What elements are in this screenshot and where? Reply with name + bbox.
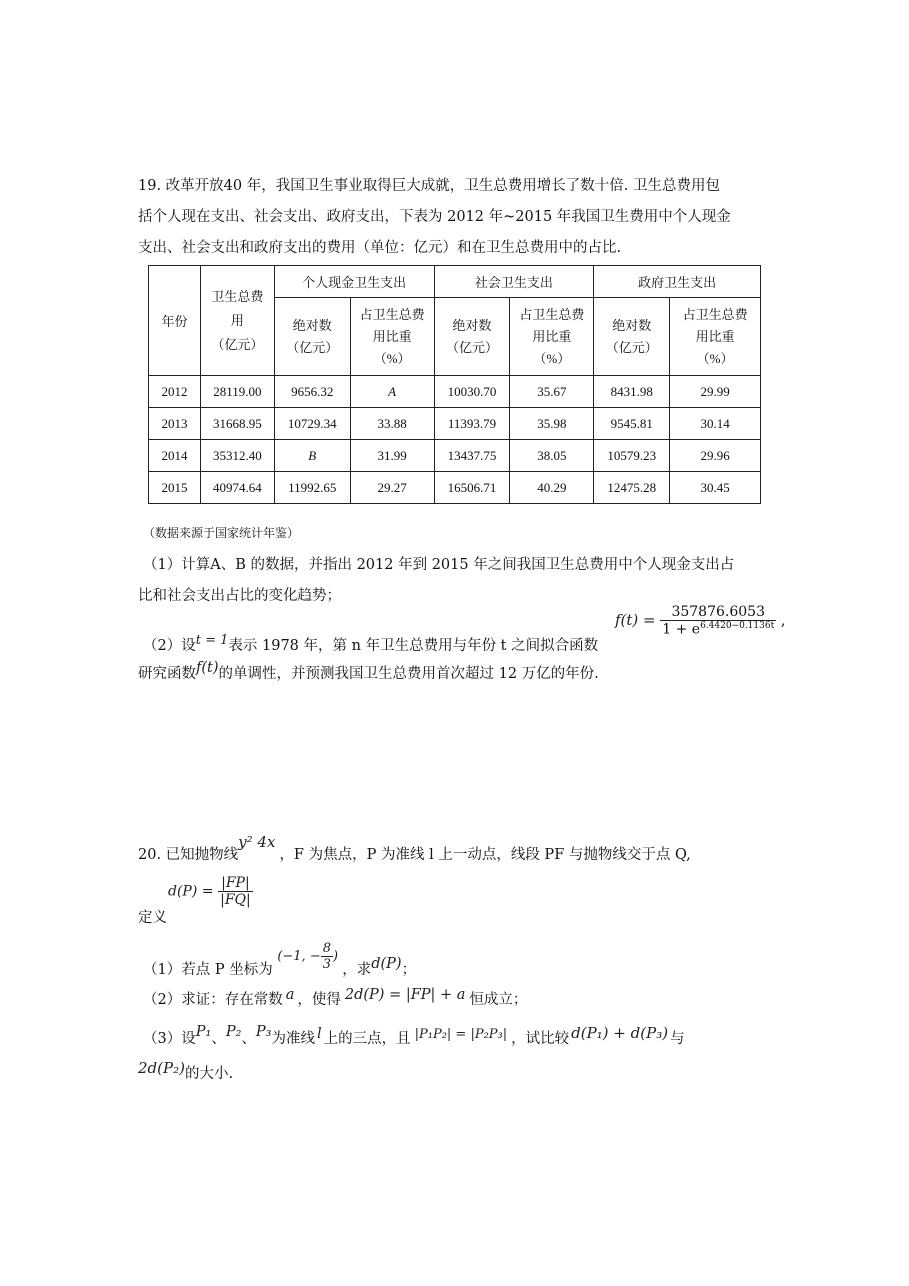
parabola-equation: y² 4x — [238, 833, 276, 851]
q19-line-3: 支出、社会支出和政府支出的费用（单位：亿元）和在卫生总费用中的占比. — [138, 240, 622, 256]
q19-part2-line-1: （2）设t = 1表示 1978 年，第 n 年卫生总费用与年份 t 之间拟合函数 — [143, 633, 599, 654]
q20-part3: （3）设P₁、P₂、P₃为准线 l 上的三点，且 |P₁P₂| = |P₂P₃| ，试比较 d(P₁) + d(P₃) 与 — [143, 1024, 685, 1047]
table-row: 2013 31668.95 10729.34 33.88 11393.79 35.98 9545.81 30.14 — [149, 408, 761, 440]
q20-part1: （1）若点 P 坐标为 (−1, − $\frac{8}{3}$ ) ，求d(P)； — [143, 941, 417, 978]
group-personal-header: 个人现金卫生支出 — [274, 266, 434, 298]
table-row: 2014 35312.40 B 31.99 13437.75 38.05 10579.23 29.96 — [149, 440, 761, 472]
t-equals-1: t = 1 — [195, 633, 229, 648]
q20-part2: （2）求证：存在常数 a ，使得 2d(P) = |FP| + a 恒成立； — [143, 987, 528, 1008]
q19-part1-line-1: （1）计算A、B 的数据，并指出 2012 年到 2015 年之间我国卫生总费用中个人现金支出占 — [143, 557, 735, 573]
q19-part1-line-2: 比和社会支出占比的变化趋势； — [138, 588, 341, 604]
fitting-function: f(t) = $\frac{357876.6053}{1 + e^{6.4420-0.1136t}}$ , — [615, 604, 786, 638]
table-row: 2015 40974.64 11992.65 29.27 16506.71 40.29 12475.28 30.45 — [149, 472, 761, 504]
group-social-header: 社会卫生支出 — [434, 266, 594, 298]
table-row: 2012 28119.00 9656.32 A 10030.70 35.67 8431.98 29.99 — [149, 376, 761, 408]
health-expenditure-table — [148, 265, 761, 504]
q20-intro: 20. 已知抛物线y² 4x，F 为焦点，P 为准线 l 上一动点，线段 PF 与抛物线交于点 Q, — [138, 833, 691, 863]
col-total-header: 卫生总费 用 （亿元） — [200, 266, 274, 376]
q19-line-1: 19. 改革开放40 年，我国卫生事业取得巨大成就，卫生总费用增长了数十倍. 卫生总费用包 — [138, 178, 720, 194]
group-gov-header: 政府卫生支出 — [594, 266, 761, 298]
q19-part2-line-2: 研究函数f(t)的单调性，并预测我国卫生总费用首次超过 12 万亿的年份. — [138, 660, 599, 682]
sub-abs-header: 绝对数 （亿元） — [434, 298, 510, 376]
source-note: （数据来源于国家统计年鉴） — [143, 526, 300, 540]
sub-pct-header: 占卫生总费 用比重 （%） — [350, 298, 434, 376]
col-year-header: 年份 — [149, 266, 201, 376]
sub-abs-header: 绝对数 （亿元） — [274, 298, 350, 376]
sub-pct-header: 占卫生总费 用比重 （%） — [670, 298, 761, 376]
q19-line-2: 括个人现在支出、社会支出、政府支出，下表为 2012 年~2015 年我国卫生费用中个人现金 — [138, 209, 731, 225]
definition-formula: d(P) = $\frac{|FP|}{|FQ|}$ — [168, 875, 251, 908]
sub-abs-header: 绝对数 （亿元） — [594, 298, 670, 376]
define-word: 定义 — [138, 910, 167, 926]
sub-pct-header: 占卫生总费 用比重 （%） — [510, 298, 594, 376]
q20-part3-line-2: 2d(P₂)的大小. — [138, 1059, 234, 1082]
